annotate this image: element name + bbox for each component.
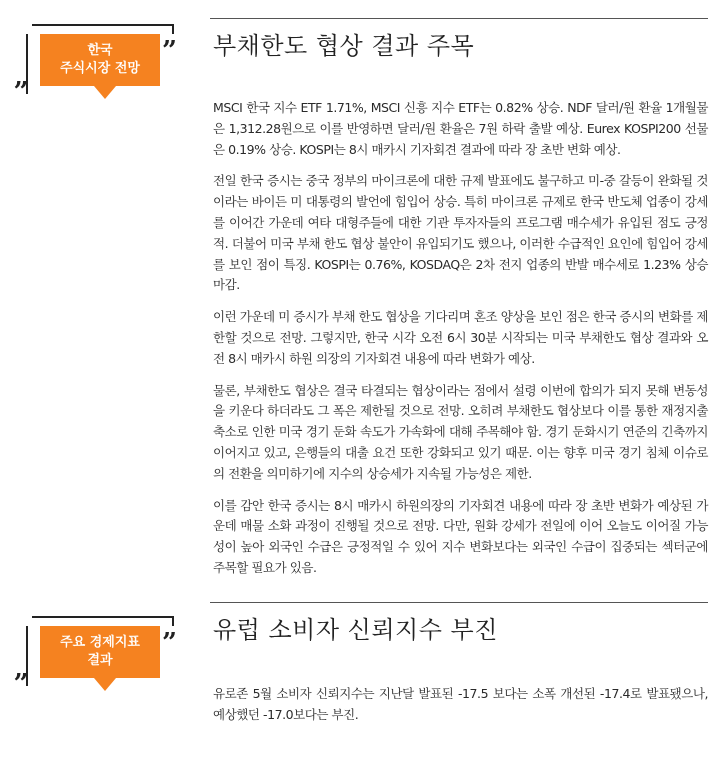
close-quote-icon: ” bbox=[162, 628, 177, 658]
open-quote-icon: „ bbox=[14, 654, 29, 684]
badge-pointer bbox=[94, 86, 116, 99]
paragraph: 이런 가운데 미 증시가 부채 한도 협상을 기다리며 혼조 양상을 보인 점은 한국 증시의 변화를 제한할 것으로 전망. 그렇지만, 한국 시각 오전 6시 30분 시작되는 미국 부채한도 협상 결과와 오전 8시 매카시 하원 의장의 기자회견 내용에 따라 변화가 예상. bbox=[213, 309, 708, 366]
open-quote-icon: „ bbox=[14, 62, 29, 92]
paragraph: 전일 한국 증시는 중국 정부의 마이크론에 대한 규제 발표에도 불구하고 미-중 갈등이 완화될 것이라는 바이든 미 대통령의 발언에 힘입어 상승. 특히 마이크론 규제로 한국 반도체 업종이 강세를 이어간 가운데 여타 대형주들에 대한 기관 투자자들의 프로그램 매수세가 유입된 점도 긍정적. 더불어 미국 부채 한도 협상 불안이 유입되기도 했으나, 이러한 수급적인 요인에 힘입어 강세를 보인 점이 특징. KOSPI는 0.76%, KOSDAQ은 2차 전지 업종의 반발 매수세로 1.23% 상승 마감. bbox=[213, 173, 708, 293]
badge-line: 결과 bbox=[87, 653, 113, 668]
close-quote-icon: ” bbox=[162, 36, 177, 66]
badge-pointer bbox=[94, 678, 116, 691]
category-badge bbox=[40, 626, 160, 678]
section-badge bbox=[14, 602, 177, 692]
category-badge bbox=[40, 34, 160, 86]
paragraph: 이를 감안 한국 증시는 8시 매카시 하원의장의 기자회견 내용에 따라 장 초반 변화가 예상된 가운데 매물 소화 과정이 진행될 것으로 전망. 다만, 원화 강세가 전일에 이어 오늘도 이어질 가능성이 높아 외국인 수급은 긍정적일 수 있어 지수 변화보다는 외국인 수급이 집중되는 섹터군에 주목할 필요가 있음. bbox=[213, 497, 708, 575]
badge-line: 주식시장 전망 bbox=[60, 61, 140, 76]
badge-line: 한국 bbox=[87, 43, 113, 58]
section-title: 부채한도 협상 결과 주목 bbox=[213, 32, 475, 60]
section-badge bbox=[14, 10, 177, 100]
paragraph: 유로존 5월 소비자 신뢰지수는 지난달 발표된 -17.5 보다는 소폭 개선된 -17.4로 발표됐으나, 예상했던 -17.0보다는 부진. bbox=[213, 686, 708, 722]
section-divider bbox=[210, 602, 708, 603]
bracket-decoration bbox=[32, 616, 174, 626]
paragraph: 물론, 부채한도 협상은 결국 타결되는 협상이라는 점에서 설령 이번에 합의가 되지 못해 변동성을 키운다 하더라도 그 폭은 제한될 것으로 전망. 오히려 부채한도 협상보다 이를 통한 재정지출 축소로 인한 미국 경기 둔화 속도가 가속화에 대해 주목해야 함. 경기 둔화시기 연준의 긴축까지 이어지고 있고, 은행들의 대출 요건 또한 강화되고 있기 때문. 이는 향후 미국 경기 침체 이슈로의 전환을 의미하기에 지수의 상승세가 지속될 가능성은 제한. bbox=[213, 382, 708, 481]
section-divider bbox=[210, 18, 708, 19]
section-title: 유럽 소비자 신뢰지수 부진 bbox=[213, 616, 498, 644]
section-body bbox=[213, 684, 708, 737]
bracket-decoration bbox=[32, 24, 174, 34]
badge-line: 주요 경제지표 bbox=[60, 635, 140, 650]
paragraph: MSCI 한국 지수 ETF 1.71%, MSCI 신흥 지수 ETF는 0.82% 상승. NDF 달러/원 환율 1개월물은 1,312.28원으로 이를 반영하면 달러/원 환율은 7원 하락 출발 예상. Eurex KOSPI200 선물은 0.19% 상승. KOSPI는 8시 매카시 기자회견 결과에 따라 장 초반 변화 예상. bbox=[213, 100, 708, 157]
section-body bbox=[213, 98, 708, 590]
